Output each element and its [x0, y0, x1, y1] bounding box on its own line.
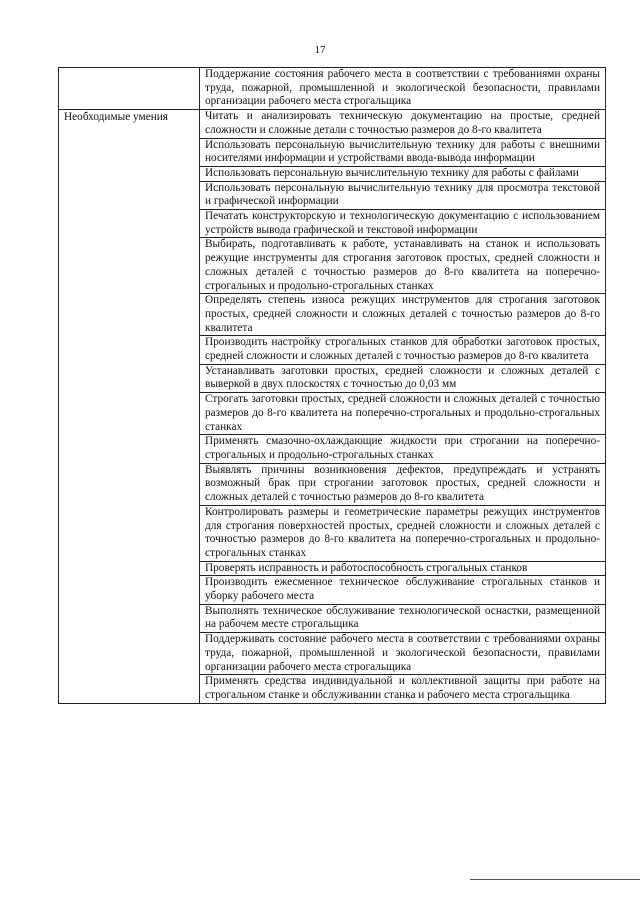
row-text: Проверять исправность и работоспособность строгальных станков [200, 561, 606, 576]
row-text: Выявлять причины возникновения дефектов, предупреждать и устранять возможный брак при строгании заготовок простых, средней сложности и сложных деталей с точностью размеров до 8-го квалитета [200, 463, 606, 505]
row-text: Строгать заготовки простых, средней сложности и сложных деталей с точностью размеров до 8-го квалитета на поперечно-строгальных и продольно-строгальных станках [200, 393, 606, 435]
table-row [59, 110, 606, 138]
page-number: 17 [314, 44, 326, 56]
row-text: Производить настройку строгальных станков для обработки заготовок простых, средней сложности и сложных деталей с точностью размеров до 8-го квалитета [200, 336, 606, 364]
row-text: Поддерживать состояние рабочего места в соответствии с требованиями охраны труда, пожарной, промышленной и экологической безопасности, правилами организации рабочего места строгальщика [200, 633, 606, 675]
row-text: Использовать персональную вычислительную технику для работы с файлами [200, 166, 606, 181]
table-row [59, 68, 606, 110]
row-text: Выполнять техническое обслуживание технологической оснастки, размещенной на рабочем месте строгальщика [200, 604, 606, 632]
row-text: Устанавливать заготовки простых, средней сложности и сложных деталей с выверкой в двух плоскостях с точностью до 0,03 мм [200, 364, 606, 392]
row-label-cell [59, 68, 200, 110]
row-label-required-skills: Необходимые умения [59, 110, 200, 704]
row-text: Использовать персональную вычислительную технику для просмотра текстовой и графической информации [200, 181, 606, 209]
skills-table [58, 67, 606, 704]
row-text: Производить ежесменное техническое обслуживание строгальных станков и уборку рабочего места [200, 576, 606, 604]
row-text: Применять смазочно-охлаждающие жидкости при строгании на поперечно-строгальных и продольно-строгальных станках [200, 435, 606, 463]
row-text: Применять средства индивидуальной и коллективной защиты при работе на строгальном станке и обслуживании станка и рабочего места строгальщика [200, 675, 606, 703]
row-text: Использовать персональную вычислительную технику для работы с внешними носителями информации и устройствами ввода-вывода информации [200, 138, 606, 166]
row-text: Выбирать, подготавливать к работе, устанавливать на станок и использовать режущие инструменты для строгания заготовок простых, средней сложности и сложных деталей с точностью размеров до 8-го квалитета на поперечно-строгальных и продольно-строгальных станках [200, 238, 606, 294]
row-text: Печатать конструкторскую и технологическую документацию с использованием устройств вывода графической и текстовой информации [200, 210, 606, 238]
row-text: Контролировать размеры и геометрические параметры режущих инструментов для строгания поверхностей простых, средней сложности и сложных деталей с точностью размеров до 8-го квалитета на поперечно-строгальных и продольно-строгальных станках [200, 505, 606, 561]
row-text: Читать и анализировать техническую документацию на простые, средней сложности и сложные детали с точностью размеров до 8-го квалитета [200, 110, 606, 138]
scan-edge-line [470, 879, 640, 880]
row-text: Определять степень износа режущих инструментов для строгания заготовок простых, средней сложности и сложных деталей с точностью размеров до 8-го квалитета [200, 294, 606, 336]
row-text: Поддержание состояния рабочего места в соответствии с требованиями охраны труда, пожарной, промышленной и экологической безопасности, правилами организации рабочего места строгальщика [200, 68, 606, 110]
